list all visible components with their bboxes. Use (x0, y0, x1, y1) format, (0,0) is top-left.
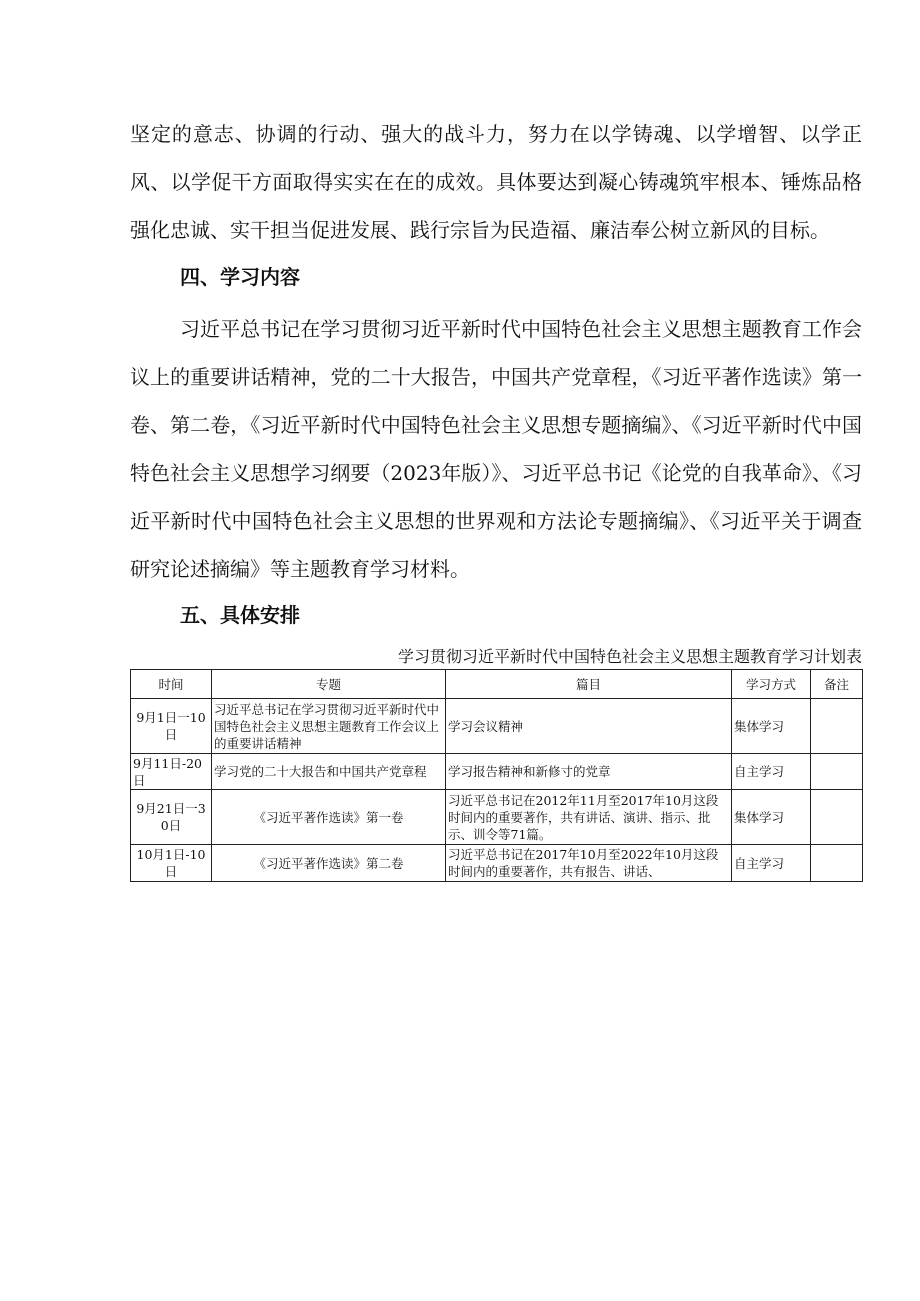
study-plan-table (130, 669, 863, 882)
section-heading-study-content: 四、学习内容 (180, 265, 300, 289)
cell-time: 9月11日-20日 (131, 754, 212, 790)
cell-articles: 习近平总书记在2012年11月至2017年10月这段时间内的重要著作，共有讲话、演讲、指示、批示、训令等71篇。 (446, 790, 732, 845)
cell-note (811, 790, 863, 845)
table-header-row (131, 670, 863, 699)
cell-time: 9月21日一30日 (131, 790, 212, 845)
cell-note (811, 845, 863, 882)
cell-method: 集体学习 (732, 790, 811, 845)
cell-note (811, 699, 863, 754)
header-note: 备注 (811, 670, 863, 699)
cell-topic: 《习近平著作选读》第二卷 (212, 845, 446, 882)
paragraph-goals: 坚定的意志、协调的行动、强大的战斗力，努力在以学铸魂、以学增智、以学正风、以学促干方面取得实实在在的成效。具体要达到凝心铸魂筑牢根本、锤炼品格强化忠诚、实干担当促进发展、践行宗旨为民造福、廉洁奉公树立新风的目标。 (130, 122, 862, 242)
cell-method: 自主学习 (732, 845, 811, 882)
cell-topic: 习近平总书记在学习贯彻习近平新时代中国特色社会主义思想主题教育工作会议上的重要讲话精神 (212, 699, 446, 754)
table-row (131, 699, 863, 754)
cell-articles: 学习会议精神 (446, 699, 732, 754)
cell-method: 集体学习 (732, 699, 811, 754)
cell-time: 9月1日一10日 (131, 699, 212, 754)
cell-method: 自主学习 (732, 754, 811, 790)
header-topic: 专题 (212, 670, 446, 699)
cell-time: 10月1日-10日 (131, 845, 212, 882)
cell-topic: 《习近平著作选读》第一卷 (212, 790, 446, 845)
section-heading-arrangement: 五、具体安排 (180, 603, 300, 627)
header-method: 学习方式 (732, 670, 811, 699)
paragraph-study-content: 习近平总书记在学习贯彻习近平新时代中国特色社会主义思想主题教育工作会议上的重要讲话精神，党的二十大报告，中国共产党章程，《习近平著作选读》第一卷、第二卷，《习近平新时代中国特色社会主义思想专题摘编》、《习近平新时代中国特色社会主义思想学习纲要（2023年版）》、习近平总书记《论党的自我革命》、《习近平新时代中国特色社会主义思想的世界观和方法论专题摘编》、《习近平关于调查研究论述摘编》等主题教育学习材料。 (130, 317, 862, 581)
cell-topic: 学习党的二十大报告和中国共产党章程 (212, 754, 446, 790)
cell-articles: 习近平总书记在2017年10月至2022年10月这段时间内的重要著作，共有报告、讲话、 (446, 845, 732, 882)
cell-note (811, 754, 863, 790)
table-row (131, 845, 863, 882)
header-articles: 篇目 (446, 670, 732, 699)
table-caption: 学习贯彻习近平新时代中国特色社会主义思想主题教育学习计划表 (397, 647, 862, 666)
cell-articles: 学习报告精神和新修寸的党章 (446, 754, 732, 790)
header-time: 时间 (131, 670, 212, 699)
table-row (131, 790, 863, 845)
table-row (131, 754, 863, 790)
